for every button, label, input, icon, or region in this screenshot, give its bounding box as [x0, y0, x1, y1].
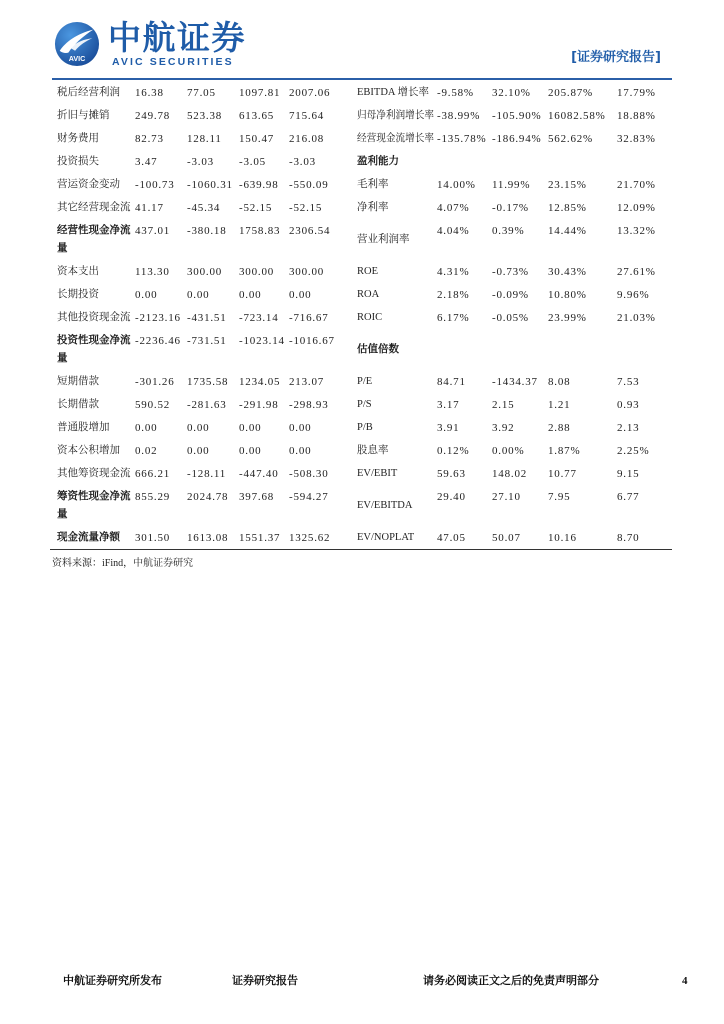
ratio-value: 17.79% [617, 87, 656, 99]
ratio-value: 2.25% [617, 445, 650, 457]
cash-flow-value: -594.27 [289, 491, 329, 503]
ratio-label-text: 营业利润率 [357, 234, 410, 245]
cash-flow-item-label: 资本支出 [57, 266, 99, 277]
cash-flow-value: 213.07 [289, 376, 325, 388]
ratio-value: 9.96% [617, 289, 650, 301]
ratio-item-label [357, 283, 437, 306]
ratio-value: 7.53 [617, 376, 640, 388]
report-type-tag: [证券研究报告] [571, 50, 661, 65]
cash-flow-item-label: 长期投资 [57, 289, 99, 300]
ratio-value: 32.10% [492, 87, 531, 99]
table-row [55, 416, 672, 439]
ratio-value: 50.07 [492, 532, 521, 544]
ratio-label-text: 股息率 [357, 445, 389, 456]
ratio-value: 2.13 [617, 422, 640, 434]
empty-cell [492, 329, 548, 370]
header-divider [52, 78, 672, 80]
ratio-item-label [357, 462, 437, 485]
cash-flow-value: 0.00 [187, 289, 210, 301]
financial-data-table [55, 81, 672, 549]
ratio-item-label [357, 526, 437, 549]
cash-flow-value: 0.00 [135, 422, 158, 434]
ratio-value: 29.40 [437, 491, 466, 503]
ratio-value: 6.17% [437, 312, 470, 324]
ratio-item-label [357, 306, 437, 329]
ratio-value: 84.71 [437, 376, 466, 388]
ratio-value: -1434.37 [492, 376, 538, 388]
table-row [55, 173, 672, 196]
ratio-value: 0.12% [437, 445, 470, 457]
ratio-value: 0.39% [492, 225, 525, 237]
cash-flow-value: 77.05 [187, 87, 216, 99]
ratio-item-label [357, 104, 437, 127]
cash-flow-value: 82.73 [135, 133, 164, 145]
table-row [55, 439, 672, 462]
cash-flow-value: -100.73 [135, 179, 175, 191]
cash-flow-value: -1060.31 [187, 179, 233, 191]
ratio-value: 4.31% [437, 266, 470, 278]
ratio-value: -0.09% [492, 289, 529, 301]
table-row [55, 329, 672, 370]
ratio-value: 27.61% [617, 266, 656, 278]
cash-flow-value: -550.09 [289, 179, 329, 191]
ratio-value: 1.21 [548, 399, 571, 411]
cash-flow-value: 590.52 [135, 399, 171, 411]
ratio-label-text: 归母净利润增长率 [357, 110, 434, 121]
table-row [55, 196, 672, 219]
financial-data-section [50, 81, 672, 571]
cash-flow-value: 1551.37 [239, 532, 281, 544]
table-frame [50, 81, 672, 550]
footer-report-type: 证券研究报告 [232, 974, 298, 987]
ratio-item-label [357, 173, 437, 196]
cash-flow-item-label: 营运资金变动 [57, 179, 120, 190]
table-row [55, 370, 672, 393]
cash-flow-value: -291.98 [239, 399, 279, 411]
cash-flow-value: 300.00 [289, 266, 325, 278]
cash-flow-value: 300.00 [187, 266, 223, 278]
ratio-label-text: ROE [357, 266, 378, 277]
empty-cell [548, 150, 617, 173]
ratio-value: 23.15% [548, 179, 587, 191]
table-row [55, 526, 672, 549]
page-number: 4 [682, 975, 688, 987]
cash-flow-value: -723.14 [239, 312, 279, 324]
cash-flow-value: 301.50 [135, 532, 171, 544]
cash-flow-item-label: 现金流量净额 [57, 532, 120, 543]
cash-flow-value: 1325.62 [289, 532, 331, 544]
cash-flow-value: 2306.54 [289, 225, 331, 237]
cash-flow-item-label: 折旧与摊销 [57, 110, 110, 121]
cash-flow-value: -298.93 [289, 399, 329, 411]
cash-flow-value: 523.38 [187, 110, 223, 122]
ratio-value: 3.92 [492, 422, 515, 434]
ratio-value: 21.70% [617, 179, 656, 191]
footer-disclaimer: 请务必阅读正文之后的免责声明部分 [423, 974, 599, 987]
ratio-value: 3.91 [437, 422, 460, 434]
ratio-item-label [357, 81, 437, 104]
ratio-value: -186.94% [492, 133, 542, 145]
source-note: 资料来源：iFind，中航证券研究 [52, 558, 194, 569]
ratio-value: 14.44% [548, 225, 587, 237]
cash-flow-value: 855.29 [135, 491, 171, 503]
ratio-value: 10.16 [548, 532, 577, 544]
cash-flow-value: 1613.08 [187, 532, 229, 544]
cash-flow-item-label: 经营性现金净流量 [57, 225, 131, 254]
cash-flow-value: 437.01 [135, 225, 171, 237]
ratio-value: 0.93 [617, 399, 640, 411]
ratio-value: 8.70 [617, 532, 640, 544]
ratio-label-text: ROA [357, 289, 380, 300]
ratio-value: 7.95 [548, 491, 571, 503]
table-row [55, 485, 672, 526]
ratio-value: 16082.58% [548, 110, 606, 122]
cash-flow-value: -301.26 [135, 376, 175, 388]
ratio-section-heading [357, 329, 437, 370]
ratio-label-text: P/B [357, 422, 373, 433]
table-row [55, 219, 672, 260]
cash-flow-item-label: 其他筹资现金流 [57, 468, 131, 479]
cash-flow-value: -128.11 [187, 468, 227, 480]
ratio-value: -135.78% [437, 133, 487, 145]
empty-cell [548, 329, 617, 370]
cash-flow-value: 300.00 [239, 266, 275, 278]
empty-cell [437, 329, 492, 370]
cash-flow-value: 216.08 [289, 133, 325, 145]
cash-flow-value: -731.51 [187, 335, 227, 347]
cash-flow-value: 16.38 [135, 87, 164, 99]
cash-flow-value: 0.00 [239, 445, 262, 457]
ratio-value: 2.15 [492, 399, 515, 411]
cash-flow-value: 41.17 [135, 202, 164, 214]
cash-flow-value: 2007.06 [289, 87, 331, 99]
cash-flow-item-label: 税后经营利润 [57, 87, 120, 98]
table-row [55, 462, 672, 485]
cash-flow-value: -447.40 [239, 468, 279, 480]
table-row [55, 150, 672, 173]
ratio-value: 3.17 [437, 399, 460, 411]
cash-flow-value: -45.34 [187, 202, 221, 214]
cash-flow-value: -3.03 [187, 156, 214, 168]
ratio-item-label [357, 416, 437, 439]
ratio-value: -0.17% [492, 202, 529, 214]
ratio-value: 23.99% [548, 312, 587, 324]
ratio-label-text: 估值倍数 [357, 344, 399, 355]
ratio-value: 562.62% [548, 133, 594, 145]
ratio-value: 59.63 [437, 468, 466, 480]
ratio-value: 32.83% [617, 133, 656, 145]
ratio-value: -105.90% [492, 110, 542, 122]
cash-flow-value: -3.05 [239, 156, 266, 168]
table-row [55, 393, 672, 416]
cash-flow-value: 613.65 [239, 110, 275, 122]
cash-flow-value: -1023.14 [239, 335, 285, 347]
cash-flow-item-label: 投资性现金净流量 [57, 335, 131, 364]
ratio-value: 30.43% [548, 266, 587, 278]
cash-flow-value: -380.18 [187, 225, 227, 237]
cash-flow-value: -52.15 [289, 202, 323, 214]
brand-name-en: AVIC SECURITIES [112, 56, 234, 68]
cash-flow-value: 1097.81 [239, 87, 281, 99]
cash-flow-item-label: 短期借款 [57, 376, 99, 387]
cash-flow-value: 0.00 [135, 289, 158, 301]
ratio-item-label [357, 439, 437, 462]
empty-cell [617, 329, 672, 370]
table-row [55, 306, 672, 329]
ratio-section-heading [357, 150, 437, 173]
ratio-item-label [357, 485, 437, 526]
cash-flow-value: 150.47 [239, 133, 275, 145]
ratio-value: 2.88 [548, 422, 571, 434]
empty-cell [617, 150, 672, 173]
cash-flow-value: 0.02 [135, 445, 158, 457]
ratio-label-text: 盈利能力 [357, 156, 399, 167]
cash-flow-value: 2024.78 [187, 491, 229, 503]
cash-flow-value: 1234.05 [239, 376, 281, 388]
ratio-value: 2.18% [437, 289, 470, 301]
table-body [55, 81, 672, 549]
ratio-value: 10.77 [548, 468, 577, 480]
ratio-value: 0.00% [492, 445, 525, 457]
ratio-value: 27.10 [492, 491, 521, 503]
ratio-value: 21.03% [617, 312, 656, 324]
cash-flow-value: 666.21 [135, 468, 171, 480]
ratio-label-text: P/E [357, 376, 373, 387]
ratio-value: 13.32% [617, 225, 656, 237]
brand-name-cn: 中航证券 [108, 18, 246, 57]
ratio-item-label [357, 196, 437, 219]
ratio-value: 4.04% [437, 225, 470, 237]
ratio-value: 10.80% [548, 289, 587, 301]
cash-flow-value: 0.00 [289, 445, 312, 457]
cash-flow-value: 0.00 [239, 422, 262, 434]
ratio-value: 205.87% [548, 87, 594, 99]
cash-flow-value: -2236.46 [135, 335, 181, 347]
ratio-label-text: 毛利率 [357, 179, 389, 190]
ratio-value: -0.73% [492, 266, 529, 278]
ratio-value: 9.15 [617, 468, 640, 480]
cash-flow-value: 397.68 [239, 491, 275, 503]
empty-cell [437, 150, 492, 173]
table-row [55, 283, 672, 306]
table-row [55, 260, 672, 283]
cash-flow-value: 249.78 [135, 110, 171, 122]
cash-flow-value: -1016.67 [289, 335, 335, 347]
cash-flow-item-label: 资本公积增加 [57, 445, 120, 456]
cash-flow-value: -52.15 [239, 202, 273, 214]
ratio-label-text: EV/EBIT [357, 468, 398, 479]
cash-flow-item-label: 财务费用 [57, 133, 99, 144]
cash-flow-value: 113.30 [135, 266, 170, 278]
cash-flow-item-label: 其他投资现金流 [57, 312, 131, 323]
cash-flow-value: -639.98 [239, 179, 279, 191]
cash-flow-value: 0.00 [187, 422, 210, 434]
ratio-item-label [357, 370, 437, 393]
ratio-value: -38.99% [437, 110, 481, 122]
cash-flow-value: 0.00 [239, 289, 262, 301]
ratio-value: 4.07% [437, 202, 470, 214]
cash-flow-value: 1735.58 [187, 376, 229, 388]
logo-lettering: AVIC [68, 55, 86, 64]
cash-flow-item-label: 其它经营现金流 [57, 202, 131, 213]
cash-flow-value: -3.03 [289, 156, 316, 168]
cash-flow-value: 0.00 [289, 422, 312, 434]
ratio-value: 12.09% [617, 202, 656, 214]
ratio-value: -9.58% [437, 87, 474, 99]
ratio-value: 11.99% [492, 179, 531, 191]
cash-flow-item-label: 长期借款 [57, 399, 99, 410]
cash-flow-item-label: 投资损失 [57, 156, 99, 167]
ratio-item-label [357, 127, 437, 150]
ratio-label-text: EBITDA 增长率 [357, 87, 430, 98]
ratio-label-text: EV/NOPLAT [357, 532, 415, 543]
table-row [55, 127, 672, 150]
table-row [55, 104, 672, 127]
ratio-value: 8.08 [548, 376, 571, 388]
ratio-value: 18.88% [617, 110, 656, 122]
cash-flow-value: -2123.16 [135, 312, 181, 324]
ratio-value: 47.05 [437, 532, 466, 544]
cash-flow-value: 1758.83 [239, 225, 281, 237]
footer-publisher: 中航证券研究所发布 [63, 974, 162, 987]
ratio-value: 12.85% [548, 202, 587, 214]
cash-flow-value: -508.30 [289, 468, 329, 480]
cash-flow-value: -431.51 [187, 312, 227, 324]
ratio-value: 148.02 [492, 468, 528, 480]
ratio-value: 6.77 [617, 491, 640, 503]
ratio-label-text: 经营现金流增长率 [357, 133, 434, 144]
ratio-label-text: EV/EBITDA [357, 500, 413, 511]
ratio-label-text: 净利率 [357, 202, 389, 213]
ratio-label-text: P/S [357, 399, 372, 410]
ratio-label-text: ROIC [357, 312, 383, 323]
ratio-item-label [357, 219, 437, 260]
cash-flow-item-label: 普通股增加 [57, 422, 110, 433]
cash-flow-value: 3.47 [135, 156, 158, 168]
empty-cell [492, 150, 548, 173]
cash-flow-value: 128.11 [187, 133, 222, 145]
ratio-value: 14.00% [437, 179, 476, 191]
cash-flow-value: -716.67 [289, 312, 329, 324]
cash-flow-value: 715.64 [289, 110, 325, 122]
table-row [55, 81, 672, 104]
ratio-item-label [357, 393, 437, 416]
cash-flow-value: -281.63 [187, 399, 227, 411]
ratio-item-label [357, 260, 437, 283]
cash-flow-item-label: 筹资性现金净流量 [57, 491, 131, 520]
cash-flow-value: 0.00 [289, 289, 312, 301]
ratio-value: -0.05% [492, 312, 529, 324]
avic-logo-icon [54, 21, 100, 67]
ratio-value: 1.87% [548, 445, 581, 457]
cash-flow-value: 0.00 [187, 445, 210, 457]
